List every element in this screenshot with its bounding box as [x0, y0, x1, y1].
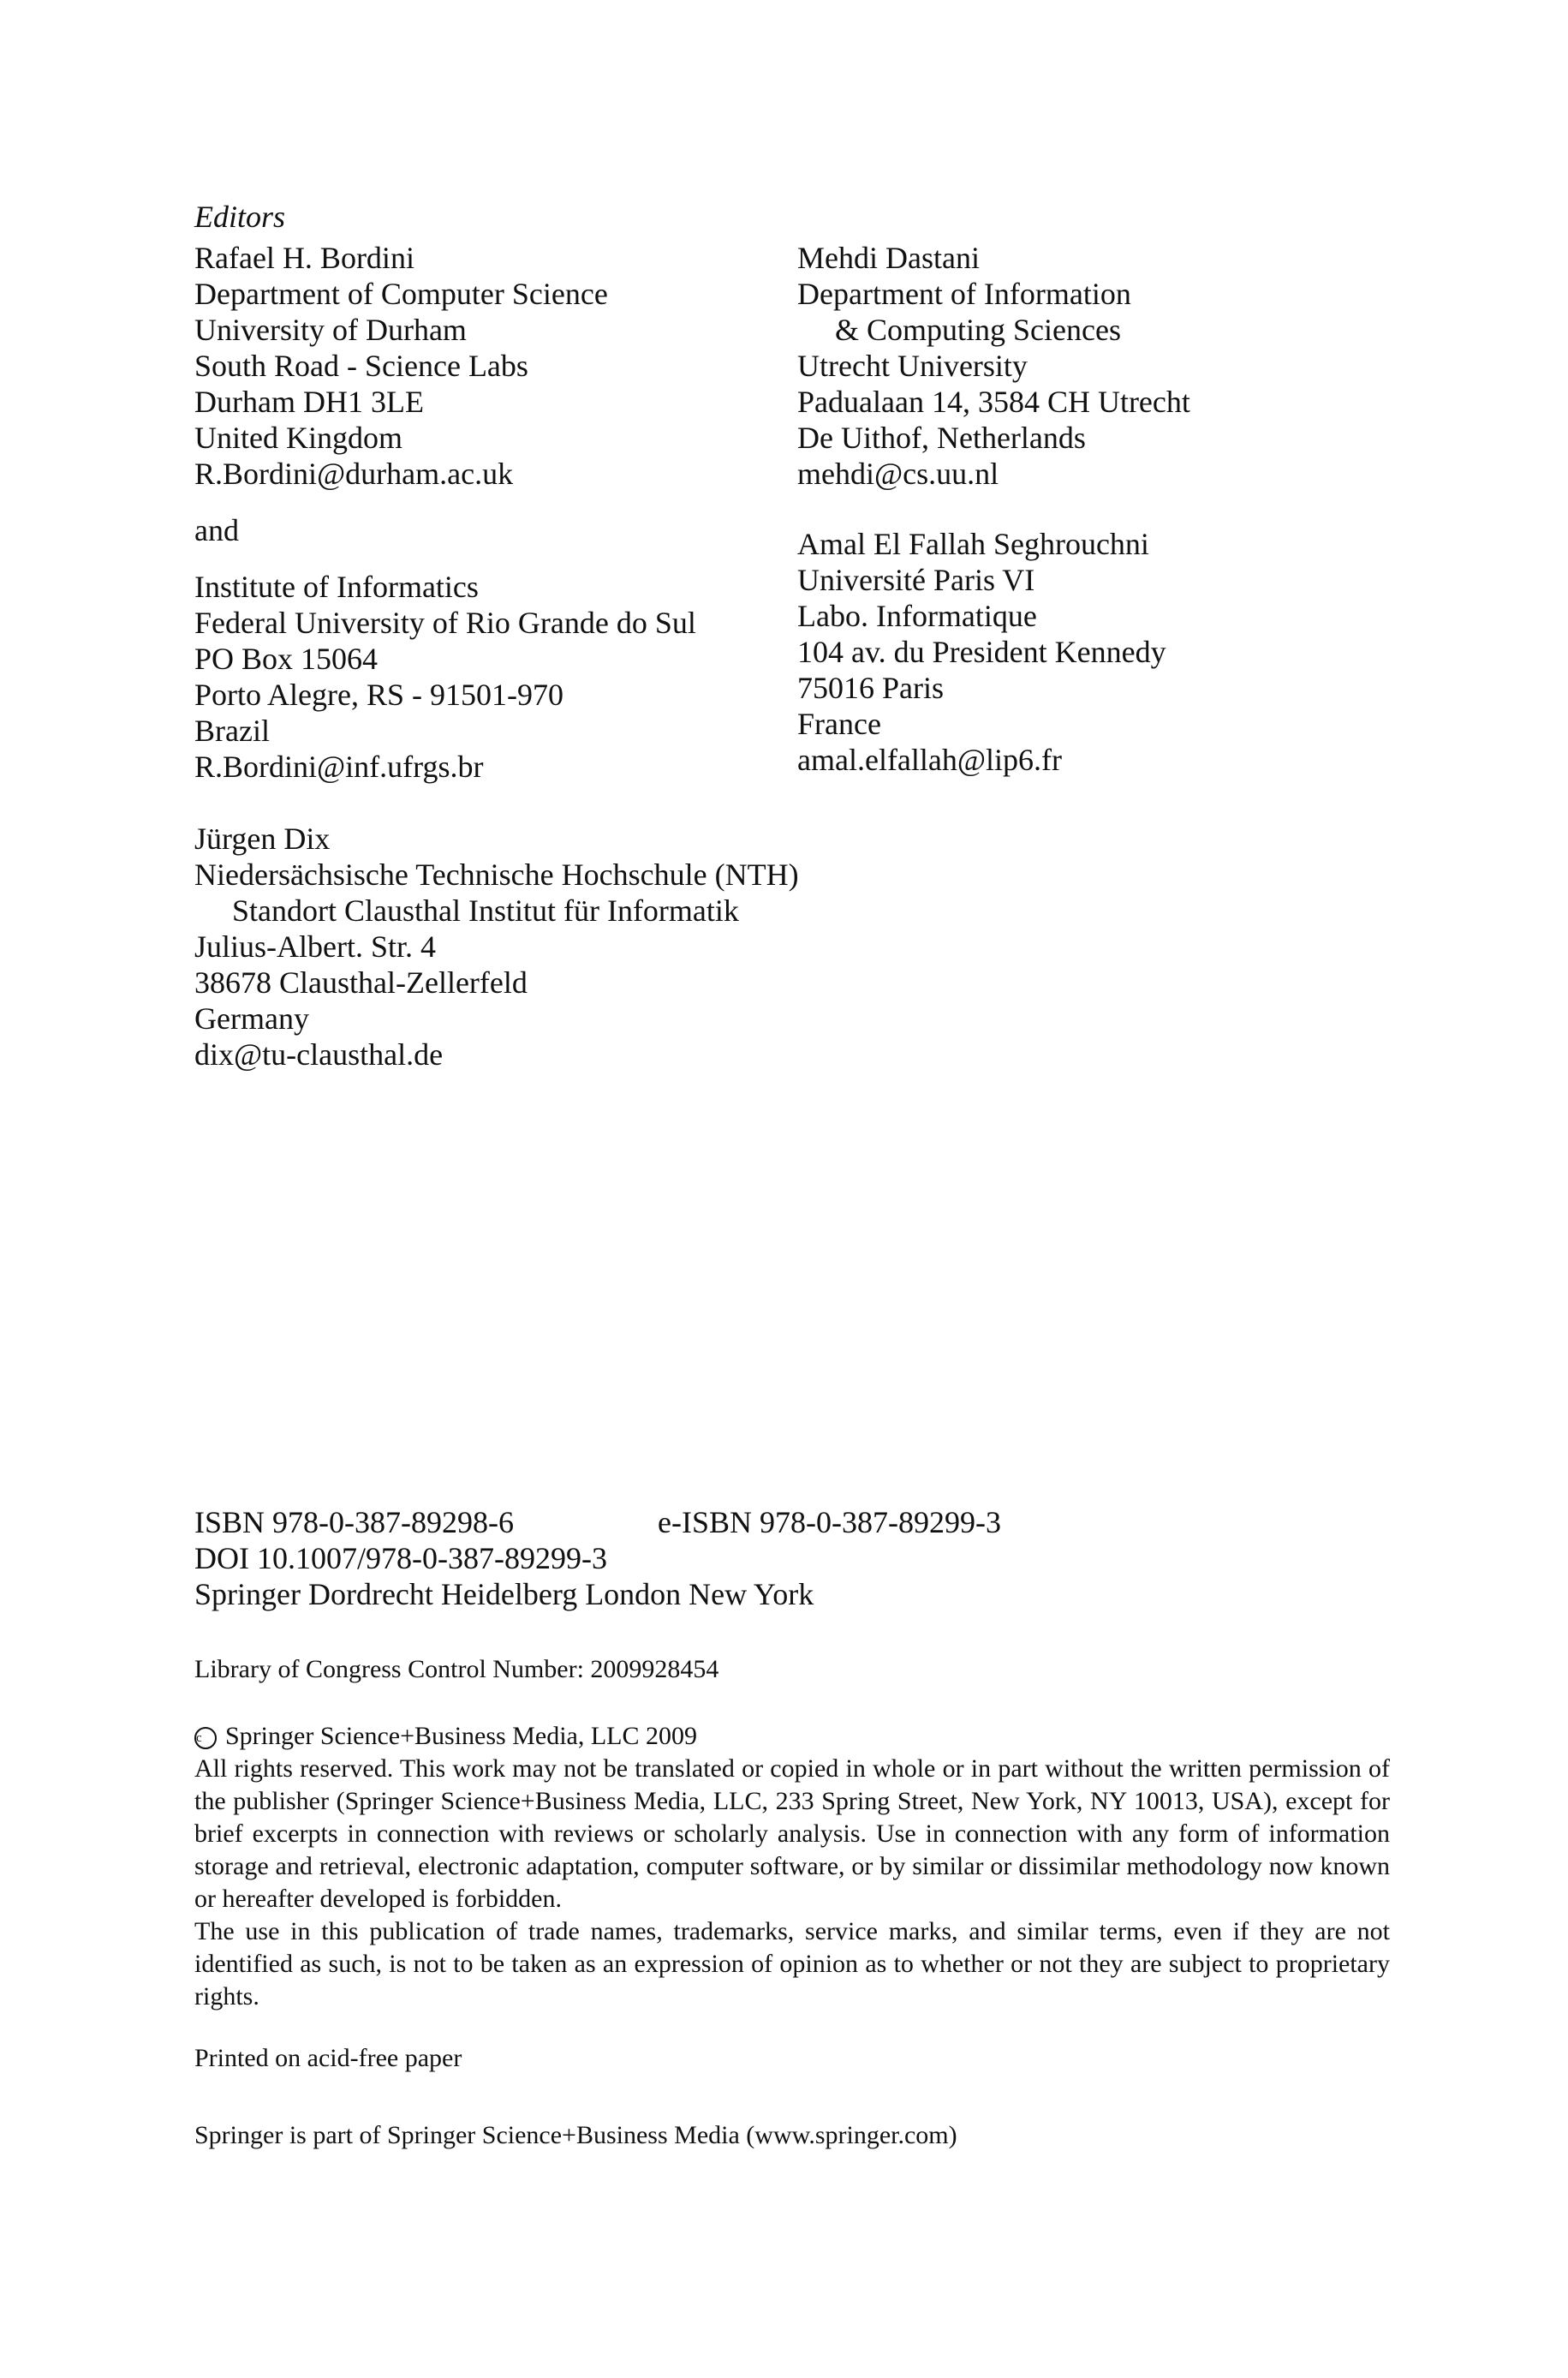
address-line: Germany	[194, 1001, 309, 1036]
address-line: Rafael H. Bordini	[194, 241, 414, 275]
address-line: Utrecht University	[797, 349, 1028, 383]
printed-note: Printed on acid-free paper	[194, 2044, 462, 2072]
springer-part-note: Springer is part of Springer Science+Business Media (www.springer.com)	[194, 2121, 957, 2149]
address-line: Julius-Albert. Str. 4	[194, 929, 437, 964]
trade-names-statement: The use in this publication of trade names, trademarks, service marks, and similar terms, even if they are not identified as such, is not to be taken as an expression of opinion as to whether or not they are subject to proprietary rights.	[194, 1917, 1390, 2011]
email: dix@tu-clausthal.de	[194, 1037, 444, 1072]
address-line: 75016 Paris	[797, 671, 944, 705]
publisher-cities: Springer Dordrecht Heidelberg London New York	[194, 1577, 814, 1611]
address-line: Mehdi Dastani	[797, 241, 980, 275]
isbn	[194, 1504, 514, 1540]
editor-seghrouchni	[797, 526, 1166, 778]
address-line: Department of Information	[797, 277, 1131, 311]
address-line: United Kingdom	[194, 421, 402, 455]
email: amal.elfallah@lip6.fr	[797, 743, 1063, 777]
copyright-line	[194, 1720, 1390, 1753]
address-line: 38678 Clausthal-Zellerfeld	[194, 965, 528, 1000]
email: R.Bordini@durham.ac.uk	[194, 457, 514, 491]
editors-heading: Editors	[194, 200, 286, 234]
address-line: France	[797, 707, 881, 741]
and-connector	[194, 512, 239, 548]
copyright-block	[194, 1720, 1390, 2013]
address-line: South Road - Science Labs	[194, 349, 528, 383]
address-line: Federal University of Rio Grande do Sul	[194, 606, 696, 640]
address-line: University of Durham	[194, 313, 467, 347]
address-line: 104 av. du President Kennedy	[797, 635, 1166, 669]
address-line: Amal El Fallah Seghrouchni	[797, 527, 1149, 561]
address-line: Jürgen Dix	[194, 822, 331, 856]
address-line: Institute of Informatics	[194, 570, 479, 604]
loc-control-number: Library of Congress Control Number: 2009928454	[194, 1655, 719, 1683]
address-line: Standort Clausthal Institut für Informatik	[232, 893, 739, 928]
editor-dix	[194, 821, 799, 1072]
email: mehdi@cs.uu.nl	[797, 457, 999, 491]
eisbn-text: e-ISBN 978-0-387-89299-3	[658, 1505, 1001, 1539]
address-line: Porto Alegre, RS - 91501-970	[194, 678, 563, 712]
address-line: Durham DH1 3LE	[194, 385, 424, 419]
address-line: Niedersächsische Technische Hochschule (NTH)	[194, 857, 799, 892]
isbn-text: ISBN 978-0-387-89298-6	[194, 1505, 514, 1539]
address-line: Department of Computer Science	[194, 277, 608, 311]
address-line: Labo. Informatique	[797, 599, 1037, 633]
rights-statement: All rights reserved. This work may not be translated or copied in whole or in part without the written permission of the publisher (Springer Science+Business Media, LLC, 233 Spring Street, New York, NY 10013, USA), except for brief excerpts in connection with reviews or scholarly analysis. Use in connection with any form of information storage and retrieval, electronic adaptation, computer software, or by similar or dissimilar methodology now known or hereafter developed is forbidden.	[194, 1754, 1390, 1913]
eisbn	[658, 1504, 1001, 1540]
address-line: PO Box 15064	[194, 642, 379, 676]
doi: DOI 10.1007/978-0-387-89299-3	[194, 1541, 607, 1575]
address-line: Université Paris VI	[797, 563, 1035, 597]
address-line: Brazil	[194, 714, 270, 748]
address-line: Padualaan 14, 3584 CH Utrecht	[797, 385, 1190, 419]
and-word: and	[194, 513, 239, 547]
copyright-icon: c	[194, 1727, 217, 1749]
editor-dastani	[797, 240, 1190, 492]
copyright-holder: Springer Science+Business Media, LLC 2009	[225, 1722, 698, 1750]
editor-bordini	[194, 240, 608, 492]
email: R.Bordini@inf.ufrgs.br	[194, 750, 484, 784]
address-line: & Computing Sciences	[835, 313, 1121, 347]
address-line: De Uithof, Netherlands	[797, 421, 1086, 455]
editor-bordini-second-affiliation	[194, 569, 696, 785]
doi-and-publisher	[194, 1540, 814, 1612]
